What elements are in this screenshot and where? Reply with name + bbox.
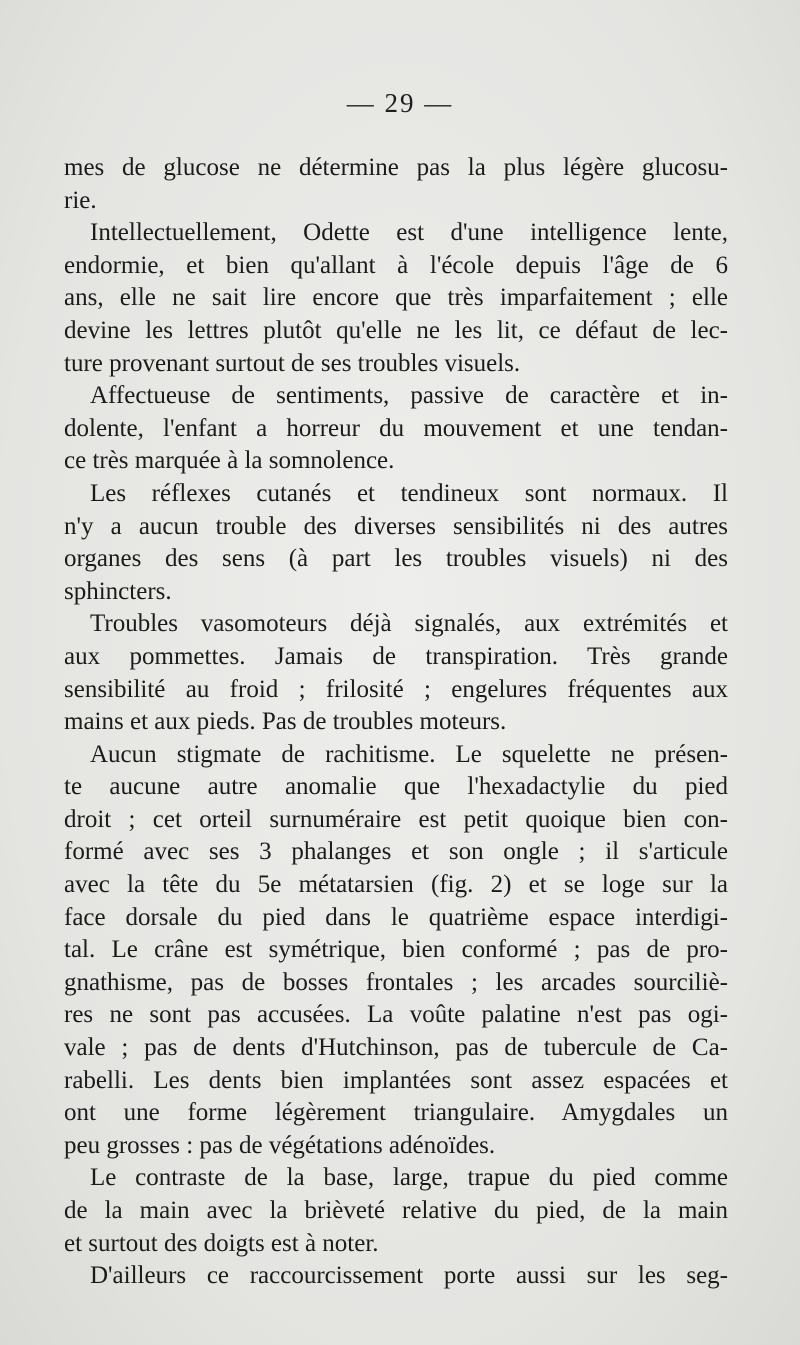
- text-line: ans, elle ne sait lire encore que très imparfaitement ; elle: [64, 284, 728, 312]
- text-line: rie.: [64, 186, 97, 214]
- text-line: devine les lettres plutôt qu'elle ne les lit, ce défaut de lec-: [64, 316, 728, 344]
- text-line: peu grosses : pas de végétations adénoïdes.: [64, 1131, 496, 1159]
- text-line: te aucune autre anomalie que l'hexadactylie du pied: [64, 773, 728, 801]
- body-text: [64, 152, 728, 1293]
- text-line: mains et aux pieds. Pas de troubles moteurs.: [64, 708, 507, 736]
- text-line: res ne sont pas accusées. La voûte palatine n'est pas ogi-: [64, 1001, 728, 1029]
- text-line: ture provenant surtout de ses troubles visuels.: [64, 349, 521, 377]
- paragraph-first-line: Affectueuse de sentiments, passive de caractère et in-: [90, 382, 728, 410]
- text-line: organes des sens (à part les troubles visuels) ni des: [64, 545, 728, 573]
- text-line: tal. Le crâne est symétrique, bien conformé ; pas de pro-: [64, 936, 728, 964]
- text-line: rabelli. Les dents bien implantées sont assez espacées et: [64, 1066, 728, 1094]
- text-line: aux pommettes. Jamais de transpiration. Très grande: [64, 642, 728, 670]
- text-line: n'y a aucun trouble des diverses sensibilités ni des autres: [64, 512, 728, 540]
- text-line: dolente, l'enfant a horreur du mouvement et une tendan-: [64, 414, 728, 442]
- text-line: endormie, et bien qu'allant à l'école depuis l'âge de 6: [64, 251, 728, 279]
- text-line: ce très marquée à la somnolence.: [64, 447, 395, 475]
- text-line: mes de glucose ne détermine pas la plus légère glucosu-: [64, 154, 728, 181]
- text-line: sphincters.: [64, 577, 172, 605]
- paragraph-first-line: Troubles vasomoteurs déjà signalés, aux extrémités et: [90, 610, 728, 638]
- text-line: gnathisme, pas de bosses frontales ; les arcades sourciliè-: [64, 968, 728, 996]
- text-line: avec la tête du 5e métatarsien (fig. 2) et se loge sur la: [64, 871, 728, 899]
- paragraph-first-line: D'ailleurs ce raccourcissement porte aussi sur les seg-: [90, 1262, 728, 1290]
- text-line: face dorsale du pied dans le quatrième espace interdigi-: [64, 903, 728, 931]
- text-line: droit ; cet orteil surnuméraire est petit quoique bien con-: [64, 805, 728, 833]
- text-line: ont une forme légèrement triangulaire. Amygdales un: [64, 1099, 728, 1127]
- paragraph-first-line: Le contraste de la base, large, trapue du pied comme: [90, 1164, 728, 1192]
- paragraph-first-line: Intellectuellement, Odette est d'une intelligence lente,: [90, 219, 728, 247]
- text-line: vale ; pas de dents d'Hutchinson, pas de tubercule de Ca-: [64, 1034, 728, 1062]
- text-line: de la main avec la brièveté relative du pied, de la main: [64, 1197, 728, 1224]
- text-line: et surtout des doigts est à noter.: [64, 1229, 379, 1257]
- paragraph-first-line: Les réflexes cutanés et tendineux sont normaux. Il: [90, 479, 728, 507]
- paragraph-first-line: Aucun stigmate de rachitisme. Le squelette ne présen-: [90, 740, 728, 768]
- text-line: sensibilité au froid ; frilosité ; engelures fréquentes aux: [64, 675, 728, 703]
- text-line: formé avec ses 3 phalanges et son ongle ; il s'articule: [64, 838, 728, 866]
- page-number: — 29 —: [346, 88, 454, 118]
